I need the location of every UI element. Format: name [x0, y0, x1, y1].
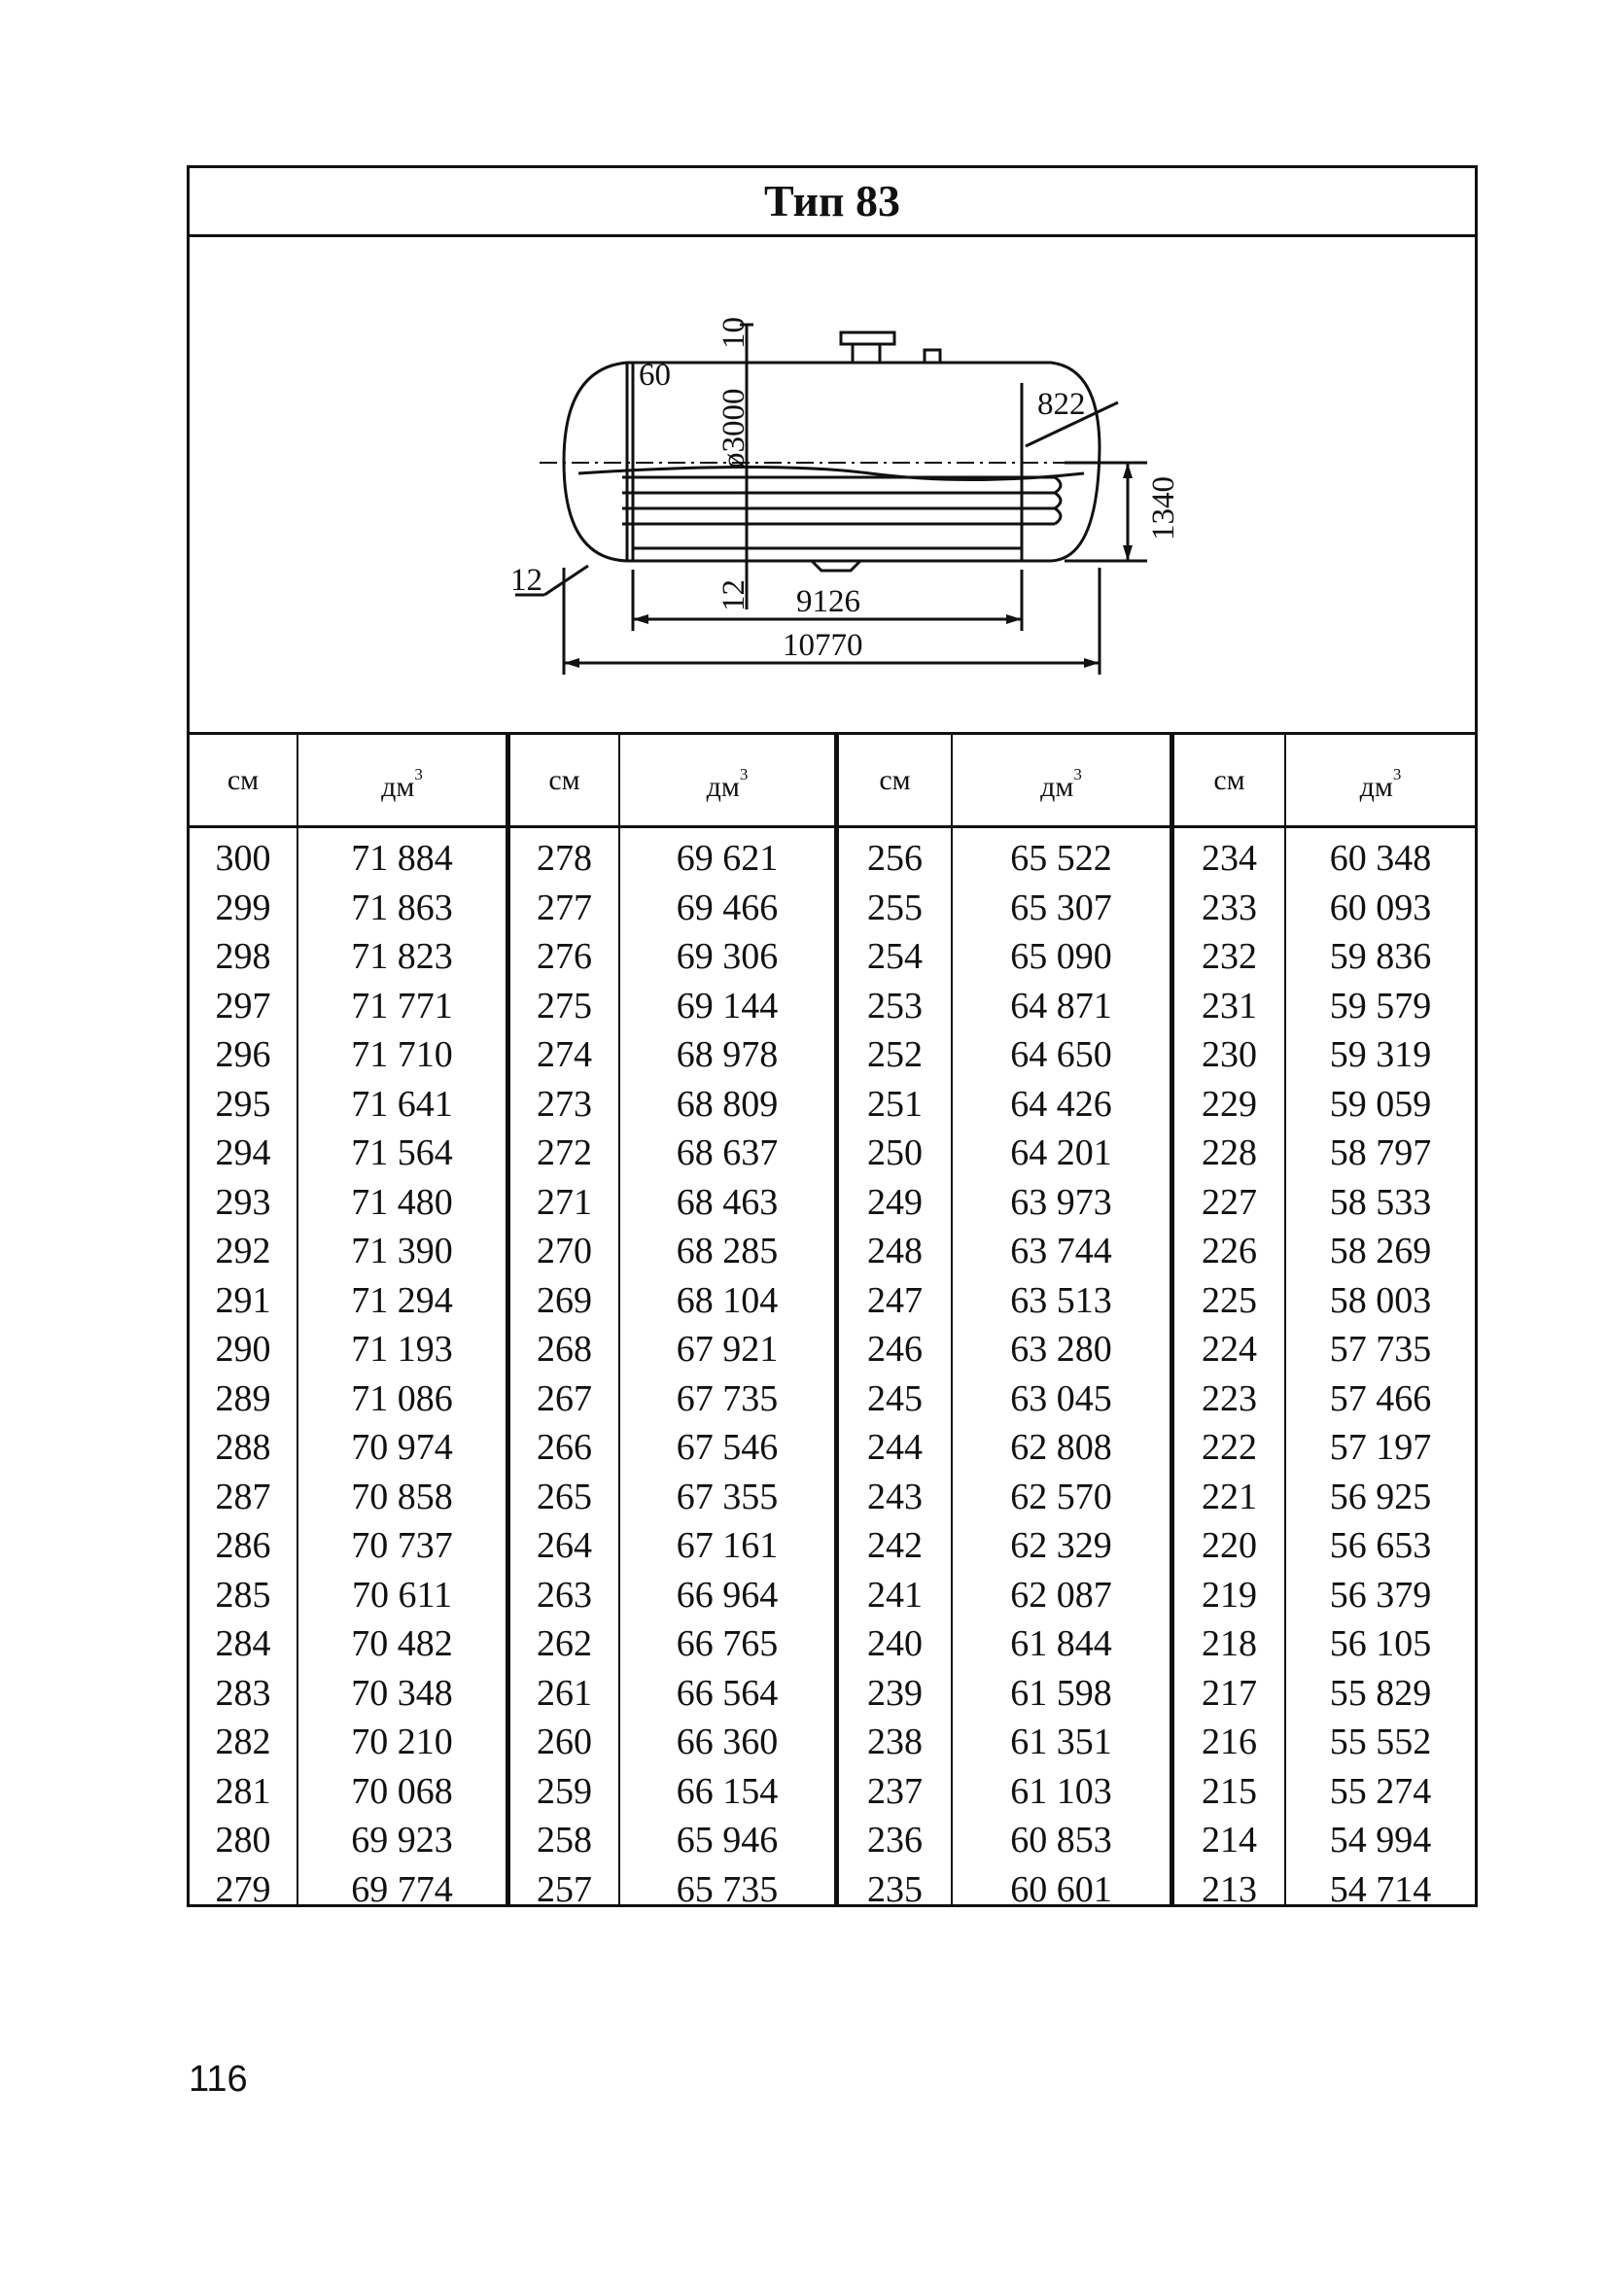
- cm-cell: 278: [537, 838, 592, 879]
- header-cm: см: [879, 764, 911, 796]
- cm-cell: 270: [537, 1231, 592, 1271]
- cm-cell: 232: [1202, 936, 1257, 977]
- dm3-cell: 65 946: [676, 1820, 779, 1861]
- dm3-cell: 56 925: [1329, 1476, 1432, 1517]
- dm3-cell: 70 482: [351, 1623, 453, 1664]
- cm-cell: 223: [1202, 1377, 1257, 1419]
- cm-cell: 247: [867, 1279, 923, 1321]
- dm3-cell: 71 564: [351, 1132, 453, 1173]
- dm3-cell: 65 307: [1010, 887, 1112, 928]
- dm3-cell: 66 765: [676, 1623, 779, 1664]
- dm3-cell: 54 714: [1329, 1868, 1432, 1910]
- dm3-cell: 71 390: [351, 1231, 453, 1271]
- dm3-cell: 71 641: [351, 1083, 453, 1125]
- cm-cell: 269: [537, 1279, 592, 1321]
- cm-cell: 246: [867, 1329, 923, 1370]
- dm3-column: [298, 834, 506, 1914]
- dm3-cell: 70 737: [351, 1525, 453, 1566]
- dm3-cell: 62 329: [1010, 1525, 1112, 1566]
- cm-cell: 294: [215, 1132, 271, 1173]
- cm-cell: 240: [867, 1623, 923, 1664]
- cm-cell: 276: [537, 936, 592, 977]
- dm3-cell: 66 964: [676, 1574, 779, 1616]
- cm-cell: 254: [867, 936, 923, 977]
- cm-cell: 287: [215, 1476, 271, 1517]
- dm3-cell: 61 351: [1010, 1722, 1112, 1762]
- cm-cell: 239: [867, 1672, 923, 1714]
- header-dm3: $дм^3$: [1359, 765, 1402, 803]
- dm3-cell: 63 744: [1010, 1231, 1112, 1271]
- dim-left: 12: [510, 563, 542, 598]
- dm3-cell: 67 735: [676, 1377, 779, 1419]
- dm3-cell: 66 360: [676, 1722, 779, 1762]
- dm3-cell: 71 193: [351, 1329, 453, 1370]
- dm3-cell: 56 379: [1329, 1574, 1432, 1616]
- dm3-cell: 56 653: [1329, 1525, 1432, 1566]
- cm-cell: 250: [867, 1132, 923, 1173]
- dm3-cell: 69 923: [351, 1820, 453, 1861]
- dm3-cell: 57 735: [1329, 1329, 1432, 1370]
- dm3-cell: 68 809: [676, 1083, 779, 1125]
- dm3-cell: 70 068: [351, 1770, 453, 1812]
- cm-cell: 218: [1202, 1623, 1257, 1664]
- dm3-cell: 61 844: [1010, 1623, 1112, 1664]
- dm3-cell: 69 144: [676, 985, 779, 1026]
- cm-cell: 236: [867, 1820, 923, 1861]
- dm3-cell: 68 285: [676, 1231, 779, 1271]
- dm3-cell: 60 348: [1329, 838, 1432, 879]
- cm-cell: 224: [1202, 1329, 1257, 1370]
- cm-cell: 265: [537, 1476, 592, 1517]
- dim-level: 1340: [1146, 476, 1181, 540]
- cm-cell: 217: [1202, 1672, 1257, 1714]
- table-body: [190, 828, 1475, 1910]
- dm3-cell: 56 105: [1329, 1623, 1432, 1664]
- cm-cell: 279: [215, 1868, 271, 1910]
- dm3-cell: 68 463: [676, 1181, 779, 1223]
- cm-column: [1174, 834, 1284, 1914]
- dm3-cell: 71 823: [351, 936, 453, 977]
- cm-cell: 273: [537, 1083, 592, 1125]
- dm3-cell: 69 774: [351, 1868, 453, 1910]
- dm3-cell: 71 086: [351, 1377, 453, 1419]
- page-number: 116: [189, 2059, 248, 2100]
- cm-cell: 216: [1202, 1722, 1257, 1762]
- dm3-cell: 63 045: [1010, 1377, 1112, 1419]
- cm-cell: 289: [215, 1377, 271, 1419]
- dm3-cell: 55 552: [1329, 1722, 1432, 1762]
- cm-cell: 237: [867, 1770, 923, 1812]
- cm-cell: 256: [867, 838, 923, 879]
- cm-cell: 257: [537, 1868, 592, 1910]
- dm3-cell: 68 637: [676, 1132, 779, 1173]
- dm3-cell: 63 973: [1010, 1181, 1112, 1223]
- dim-top: 10: [716, 317, 751, 349]
- dm3-cell: 71 480: [351, 1181, 453, 1223]
- cm-cell: 219: [1202, 1574, 1257, 1616]
- dm3-cell: 66 154: [676, 1770, 779, 1812]
- calibration-sheet: [187, 165, 1478, 1910]
- cm-cell: 249: [867, 1181, 923, 1223]
- dm3-cell: 70 858: [351, 1476, 453, 1517]
- dm3-column: [953, 834, 1170, 1914]
- cm-cell: 285: [215, 1574, 271, 1616]
- cm-cell: 233: [1202, 887, 1257, 928]
- dm3-cell: 64 201: [1010, 1132, 1112, 1173]
- dm3-cell: 60 853: [1010, 1820, 1112, 1861]
- dm3-cell: 71 771: [351, 985, 453, 1026]
- header-cm: см: [227, 764, 260, 796]
- cm-cell: 261: [537, 1672, 592, 1714]
- cm-cell: 252: [867, 1034, 923, 1075]
- cm-cell: 244: [867, 1427, 923, 1468]
- cm-cell: 286: [215, 1525, 271, 1566]
- dm3-cell: 65 735: [676, 1868, 779, 1910]
- dm3-column: [620, 834, 834, 1914]
- cm-cell: 225: [1202, 1279, 1257, 1321]
- cm-column: [839, 834, 951, 1914]
- cm-cell: 260: [537, 1722, 592, 1762]
- dm3-cell: 63 513: [1010, 1279, 1112, 1321]
- table-header: [190, 735, 1475, 828]
- dm3-cell: 65 090: [1010, 936, 1112, 977]
- cm-cell: 251: [867, 1083, 923, 1125]
- dm3-cell: 62 087: [1010, 1574, 1112, 1616]
- cm-column: [190, 834, 297, 1914]
- dm3-cell: 67 546: [676, 1427, 779, 1468]
- tank-drawing: [190, 237, 1475, 735]
- dm3-cell: 71 294: [351, 1279, 453, 1321]
- cm-cell: 268: [537, 1329, 592, 1370]
- cm-cell: 298: [215, 936, 271, 977]
- cm-cell: 215: [1202, 1770, 1257, 1812]
- cm-cell: 234: [1202, 838, 1257, 879]
- cm-cell: 263: [537, 1574, 592, 1616]
- dm3-cell: 67 161: [676, 1525, 779, 1566]
- cm-cell: 299: [215, 887, 271, 928]
- cm-cell: 235: [867, 1868, 923, 1910]
- cm-column: [510, 834, 618, 1914]
- cm-cell: 283: [215, 1672, 271, 1714]
- dm3-cell: 58 269: [1329, 1231, 1432, 1271]
- cm-cell: 293: [215, 1181, 271, 1223]
- dim-shell: 60: [639, 358, 671, 393]
- cm-cell: 220: [1202, 1525, 1257, 1566]
- cm-cell: 296: [215, 1034, 271, 1075]
- cm-cell: 280: [215, 1820, 271, 1861]
- dm3-cell: 57 197: [1329, 1427, 1432, 1468]
- dm3-cell: 67 921: [676, 1329, 779, 1370]
- dm3-cell: 54 994: [1329, 1820, 1432, 1861]
- dm3-cell: 59 836: [1329, 936, 1432, 977]
- cm-cell: 229: [1202, 1083, 1257, 1125]
- dm3-cell: 61 598: [1010, 1672, 1112, 1714]
- dm3-cell: 64 871: [1010, 985, 1112, 1026]
- dm3-cell: 58 533: [1329, 1181, 1432, 1223]
- dm3-cell: 64 650: [1010, 1034, 1112, 1075]
- header-dm3: $дм^3$: [1040, 765, 1082, 803]
- dm3-cell: 71 710: [351, 1034, 453, 1075]
- tank-schematic: [190, 237, 1475, 732]
- dm3-cell: 62 808: [1010, 1427, 1112, 1468]
- cm-cell: 275: [537, 985, 592, 1026]
- cm-cell: 213: [1202, 1868, 1257, 1910]
- cm-cell: 241: [867, 1574, 923, 1616]
- dm3-cell: 55 829: [1329, 1672, 1432, 1714]
- dm3-cell: 57 466: [1329, 1377, 1432, 1419]
- cm-cell: 245: [867, 1377, 923, 1419]
- cm-cell: 274: [537, 1034, 592, 1075]
- cm-cell: 231: [1202, 985, 1257, 1026]
- dm3-cell: 71 863: [351, 887, 453, 928]
- header-cm: см: [1213, 764, 1245, 796]
- cm-cell: 288: [215, 1427, 271, 1468]
- cm-cell: 262: [537, 1623, 592, 1664]
- dm3-cell: 69 621: [676, 838, 779, 879]
- cm-cell: 258: [537, 1820, 592, 1861]
- cm-cell: 300: [215, 838, 271, 879]
- dim-right: 822: [1037, 387, 1086, 422]
- dim-length-inner: 9126: [796, 584, 860, 619]
- cm-cell: 214: [1202, 1820, 1257, 1861]
- dm3-cell: 70 611: [351, 1574, 453, 1616]
- dm3-cell: 66 564: [676, 1672, 779, 1714]
- dim-diameter: ø3000: [716, 388, 751, 469]
- header-cm: см: [548, 764, 580, 796]
- cm-cell: 259: [537, 1770, 592, 1812]
- cm-cell: 295: [215, 1083, 271, 1125]
- cm-cell: 281: [215, 1770, 271, 1812]
- cm-cell: 243: [867, 1476, 923, 1517]
- dim-bottom: 12: [716, 579, 751, 611]
- cm-cell: 264: [537, 1525, 592, 1566]
- cm-cell: 226: [1202, 1231, 1257, 1271]
- page-title: Тип 83: [190, 168, 1475, 237]
- cm-cell: 290: [215, 1329, 271, 1370]
- dm3-cell: 70 974: [351, 1427, 453, 1468]
- dm3-cell: 71 884: [351, 838, 453, 879]
- dm3-cell: 67 355: [676, 1476, 779, 1517]
- dm3-cell: 55 274: [1329, 1770, 1432, 1812]
- cm-cell: 238: [867, 1722, 923, 1762]
- cm-cell: 271: [537, 1181, 592, 1223]
- cm-cell: 230: [1202, 1034, 1257, 1075]
- dm3-cell: 60 093: [1329, 887, 1432, 928]
- dm3-column: [1286, 834, 1475, 1914]
- cm-cell: 267: [537, 1377, 592, 1419]
- cm-cell: 292: [215, 1231, 271, 1271]
- dm3-cell: 60 601: [1010, 1868, 1112, 1910]
- cm-cell: 255: [867, 887, 923, 928]
- cm-cell: 297: [215, 985, 271, 1026]
- dm3-cell: 70 348: [351, 1672, 453, 1714]
- cm-cell: 282: [215, 1722, 271, 1762]
- dm3-cell: 69 466: [676, 887, 779, 928]
- dm3-cell: 59 319: [1329, 1034, 1432, 1075]
- cm-cell: 242: [867, 1525, 923, 1566]
- dm3-cell: 59 059: [1329, 1083, 1432, 1125]
- cm-cell: 277: [537, 887, 592, 928]
- cm-cell: 227: [1202, 1181, 1257, 1223]
- dm3-cell: 62 570: [1010, 1476, 1112, 1517]
- header-dm3: $дм^3$: [706, 765, 749, 803]
- dm3-cell: 64 426: [1010, 1083, 1112, 1125]
- dm3-cell: 69 306: [676, 936, 779, 977]
- dm3-cell: 68 978: [676, 1034, 779, 1075]
- cm-cell: 291: [215, 1279, 271, 1321]
- dm3-cell: 63 280: [1010, 1329, 1112, 1370]
- cm-cell: 228: [1202, 1132, 1257, 1173]
- dm3-cell: 65 522: [1010, 838, 1112, 879]
- cm-cell: 222: [1202, 1427, 1257, 1468]
- cm-cell: 248: [867, 1231, 923, 1271]
- dm3-cell: 58 003: [1329, 1279, 1432, 1321]
- dm3-cell: 58 797: [1329, 1132, 1432, 1173]
- cm-cell: 253: [867, 985, 923, 1026]
- cm-cell: 221: [1202, 1476, 1257, 1517]
- dm3-cell: 70 210: [351, 1722, 453, 1762]
- dm3-cell: 59 579: [1329, 985, 1432, 1026]
- cm-cell: 272: [537, 1132, 592, 1173]
- cm-cell: 266: [537, 1427, 592, 1468]
- dm3-cell: 68 104: [676, 1279, 779, 1321]
- header-dm3: $дм^3$: [381, 765, 423, 803]
- dm3-cell: 61 103: [1010, 1770, 1112, 1812]
- cm-cell: 284: [215, 1623, 271, 1664]
- dim-length-total: 10770: [783, 628, 863, 663]
